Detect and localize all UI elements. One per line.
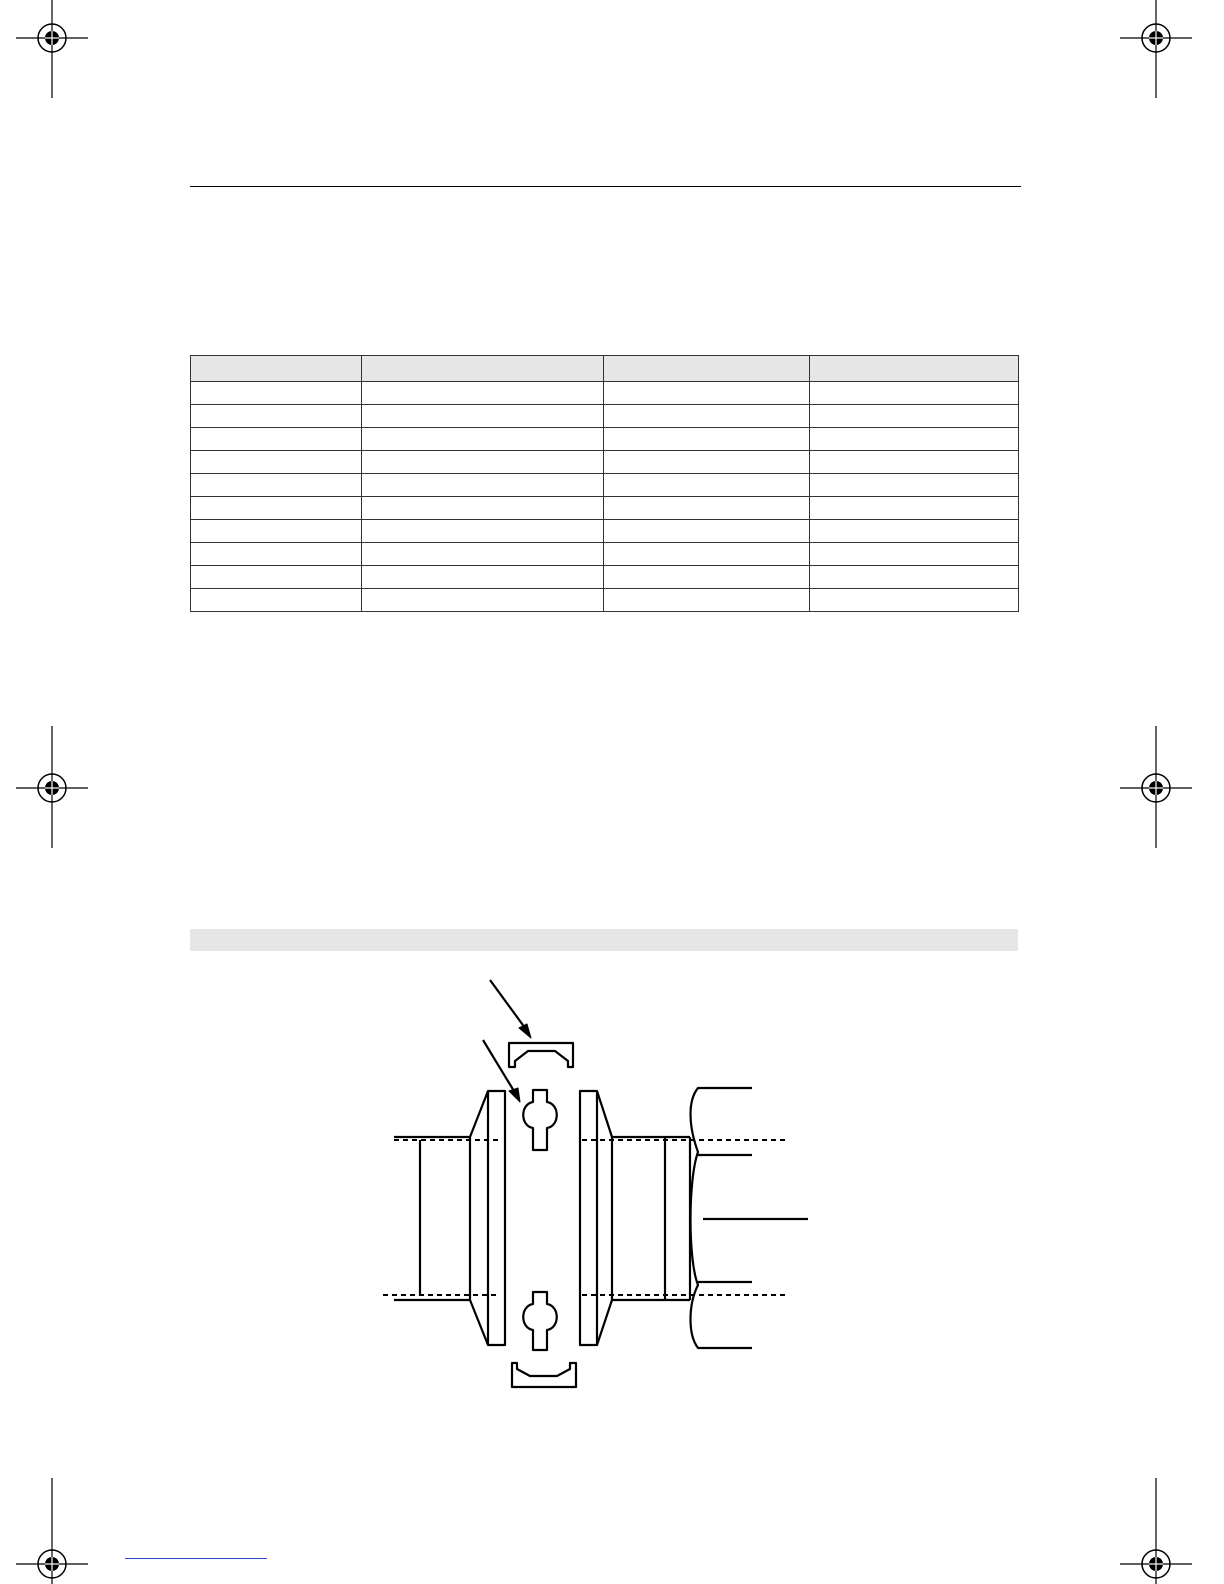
leader-arrow-clip [490, 980, 528, 1032]
registration-crosshair-icon [1120, 726, 1192, 850]
seal-ring-top [523, 1090, 557, 1150]
table-row [191, 497, 1019, 520]
header-rule [190, 186, 1021, 187]
table-cell [810, 566, 1019, 589]
table-cell [604, 543, 810, 566]
registration-mark-top-right [1120, 0, 1192, 100]
table-cell [362, 566, 604, 589]
table-row [191, 474, 1019, 497]
registration-mark-bottom-right [1120, 1478, 1192, 1584]
pipe-fitting-diagram-icon [370, 968, 830, 1398]
table-cell [191, 405, 362, 428]
table-cell [810, 497, 1019, 520]
registration-crosshair-icon [16, 726, 88, 850]
table-cell [362, 451, 604, 474]
table-cell [604, 520, 810, 543]
table-header-row [191, 356, 1019, 382]
table-header-cell [810, 356, 1019, 382]
table-cell [604, 405, 810, 428]
table-cell [604, 428, 810, 451]
table-cell [191, 543, 362, 566]
retaining-clip-bottom [512, 1363, 576, 1387]
table-row [191, 589, 1019, 612]
table-cell [604, 497, 810, 520]
figure-caption-bar [190, 929, 1018, 951]
table-row [191, 451, 1019, 474]
table-cell [191, 566, 362, 589]
table-cell [810, 520, 1019, 543]
table-cell [604, 589, 810, 612]
leader-arrowhead-seal [509, 1088, 520, 1102]
registration-crosshair-icon [16, 1478, 88, 1584]
table-row [191, 566, 1019, 589]
registration-mark-mid-left [16, 726, 88, 850]
table-cell [362, 543, 604, 566]
table-cell [191, 520, 362, 543]
footer-link-underline[interactable] [125, 1558, 267, 1559]
table-cell [191, 589, 362, 612]
table-cell [810, 405, 1019, 428]
table-cell [810, 474, 1019, 497]
table-cell [362, 428, 604, 451]
table-cell [362, 589, 604, 612]
table-cell [191, 474, 362, 497]
table-cell [810, 382, 1019, 405]
table-row [191, 405, 1019, 428]
table-row [191, 543, 1019, 566]
table-cell [810, 543, 1019, 566]
table-cell [604, 451, 810, 474]
registration-crosshair-icon [16, 0, 88, 100]
table-cell [191, 451, 362, 474]
registration-crosshair-icon [1120, 0, 1192, 100]
table-cell [362, 474, 604, 497]
table-header-cell [362, 356, 604, 382]
registration-crosshair-icon [1120, 1478, 1192, 1584]
retaining-clip-top [509, 1043, 573, 1067]
table-cell [604, 566, 810, 589]
table-header-cell [191, 356, 362, 382]
seal-ring-bottom [523, 1292, 557, 1350]
table-header-cell [604, 356, 810, 382]
table-row [191, 382, 1019, 405]
registration-mark-top-left [16, 0, 88, 100]
table-cell [810, 589, 1019, 612]
leader-arrowhead-clip [519, 1024, 531, 1038]
table-cell [362, 497, 604, 520]
registration-mark-mid-right [1120, 726, 1192, 850]
table-cell [810, 428, 1019, 451]
table-cell [191, 497, 362, 520]
table-cell [604, 474, 810, 497]
table-cell [362, 382, 604, 405]
table-row [191, 520, 1019, 543]
table-cell [362, 405, 604, 428]
table-row [191, 428, 1019, 451]
table-cell [810, 451, 1019, 474]
spec-table [190, 355, 1019, 612]
pipe-fitting-diagram [370, 968, 830, 1398]
table-cell [362, 520, 604, 543]
registration-mark-bottom-left [16, 1478, 88, 1584]
table-cell [191, 382, 362, 405]
table-cell [604, 382, 810, 405]
table-cell [191, 428, 362, 451]
